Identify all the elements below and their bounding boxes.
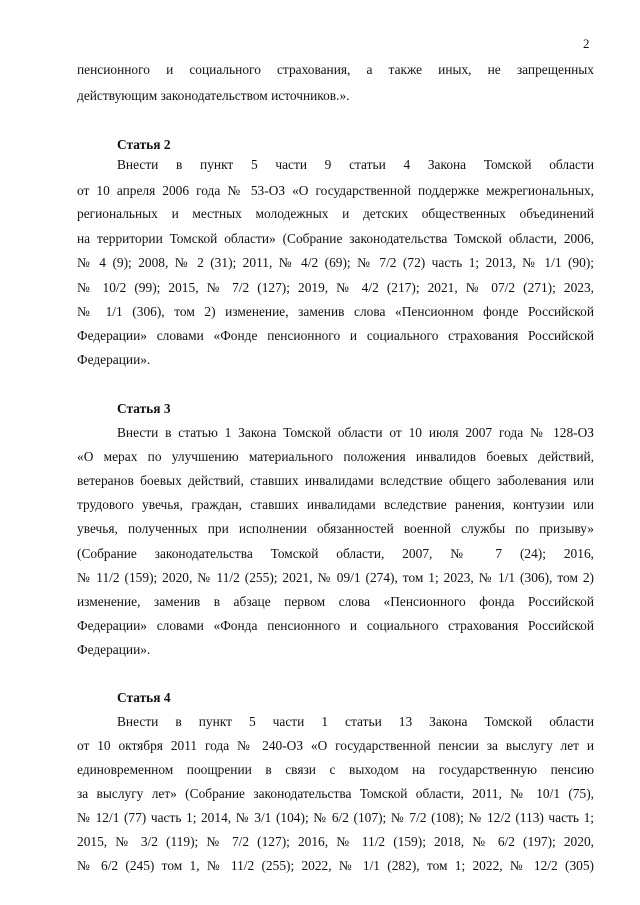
article-line: № 1/1 (306), том 2) изменение, заменив слова «Пенсионном фонде Российской xyxy=(77,304,594,319)
article-line: региональных и местных молодежных и детских общественных объединений xyxy=(77,206,594,221)
article-line: «О мерах по улучшению материального положения инвалидов боевых действий, xyxy=(77,449,594,464)
article-line: единовременном поощрении в связи с выходом на государственную пенсию xyxy=(77,762,594,777)
intro-line: пенсионного и социального страхования, а также иных, не запрещенных xyxy=(77,62,594,77)
article-line: Федерации». xyxy=(77,352,151,367)
article-heading: Статья 4 xyxy=(117,690,171,705)
article-line: 2015, № 3/2 (119); № 7/2 (127); 2016, № 11/2 (159); 2018, № 6/2 (197); 2020, xyxy=(77,834,594,849)
article-line: № 6/2 (245) том 1, № 11/2 (255); 2022, № 1/1 (282), том 1; 2022, № 12/2 (305) xyxy=(77,858,594,873)
article-line: № 4 (9); 2008, № 2 (31); 2011, № 4/2 (69); № 7/2 (72) часть 1; 2013, № 1/1 (90); xyxy=(77,255,594,270)
article-line: за выслугу лет» (Собрание законодательства Томской области, 2011, № 10/1 (75), xyxy=(77,786,594,801)
article-line: (Собрание законодательства Томской области, 2007, № 7 (24); 2016, xyxy=(77,546,594,561)
article-line: от 10 октября 2011 года № 240-ОЗ «О государственной пенсии за выслугу лет и xyxy=(77,738,594,753)
article-line: Внести в пункт 5 части 9 статьи 4 Закона Томской области xyxy=(117,157,594,172)
article-line: ветеранов боевых действий, ставших инвалидами вследствие общего заболевания или xyxy=(77,473,594,488)
article-line: на территории Томской области» (Собрание законодательства Томской области, 2006, xyxy=(77,231,594,246)
article-heading: Статья 2 xyxy=(117,137,171,152)
article-heading: Статья 3 xyxy=(117,401,171,416)
article-line: № 12/1 (77) часть 1; 2014, № 3/1 (104); № 6/2 (107); № 7/2 (108); № 12/2 (113) часть 1; xyxy=(77,810,594,825)
intro-line: действующим законодательством источников.». xyxy=(77,88,350,103)
article-line: Федерации» словами «Фонда пенсионного и социального страхования Российской xyxy=(77,618,594,633)
article-line: Федерации» словами «Фонде пенсионного и социального страхования Российской xyxy=(77,328,594,343)
article-line: Федерации». xyxy=(77,642,151,657)
article-line: увечья, полученных при исполнении обязанностей военной службы по призыву» xyxy=(77,521,594,536)
article-line: Внести в статью 1 Закона Томской области от 10 июля 2007 года № 128-ОЗ xyxy=(117,425,594,440)
article-line: Внести в пункт 5 части 1 статьи 13 Закона Томской области xyxy=(117,714,594,729)
page-number: 2 xyxy=(583,36,590,51)
article-line: изменение, заменив в абзаце первом слова «Пенсионного фонда Российской xyxy=(77,594,594,609)
article-line: № 10/2 (99); 2015, № 7/2 (127); 2019, № 4/2 (217); 2021, № 07/2 (271); 2023, xyxy=(77,280,594,295)
article-line: от 10 апреля 2006 года № 53-ОЗ «О государственной поддержке межрегиональных, xyxy=(77,183,594,198)
article-line: № 11/2 (159); 2020, № 11/2 (255); 2021, № 09/1 (274), том 1; 2023, № 1/1 (306), том 2) xyxy=(77,570,594,585)
article-line: трудового увечья, граждан, ставших инвалидами вследствие ранения, контузии или xyxy=(77,497,594,512)
